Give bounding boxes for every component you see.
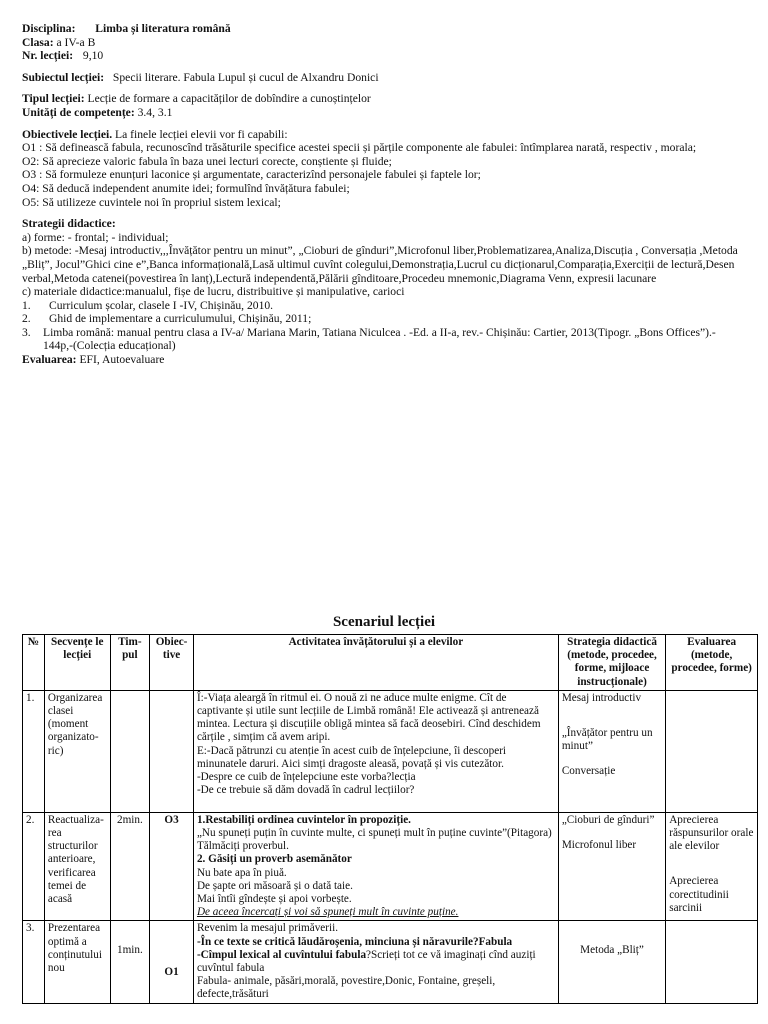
subject-line: [22, 71, 758, 85]
row-time: 2min.: [110, 812, 150, 921]
col-header-evaluation: Evaluarea (metode, procedee, forme): [666, 635, 758, 691]
row-activity: [193, 812, 558, 921]
reference-number: 2.: [22, 312, 31, 326]
activity-paragraph: Fabula- animale, păsări,morală, povestire,Donic, Fontaine, greșeli, defecte,trăsături: [196, 975, 496, 1001]
col-header-strategy: Strategia didactică (metode, procedee, forme, mijloace instrucționale): [558, 635, 665, 691]
time-value: 1min.: [116, 944, 143, 957]
competences-label: Unități de competențe:: [22, 105, 135, 119]
activity-paragraph: Nu bate apa în piuă.: [196, 866, 287, 879]
row-sequence: Reactualiza-rea structurilor anterioare, verificarea temei de acasă: [44, 812, 110, 921]
activity-paragraph: Revenim la mesajul primăverii.: [196, 922, 338, 935]
lesson-number-line: [22, 49, 758, 63]
activity-paragraph: -De ce trebuie să dăm dovadă în cadrul lecțiilor?: [196, 784, 415, 797]
activity-paragraph: Î:-Viața aleargă în ritmul ei. O nouă zi ne aduce multe enigme. Cît de captivante și utile sunt lecțiile de Limbă română! Ele activează și antrenează mintea. Lectura și discuțiile obligă mintea să facă deosebiri. Cînd deschidem cărțile , simțim că avem aripi.: [196, 691, 541, 744]
row-sequence: Organizarea clasei (moment organizato-ric): [44, 690, 110, 812]
reference-text: Curriculum școlar, clasele I -IV, Chișinău, 2010.: [49, 298, 274, 312]
table-row: [23, 690, 758, 812]
col-header-objectives: Obiec-tive: [150, 635, 194, 691]
objective-value: O1: [164, 966, 179, 979]
reference-number: 3.: [22, 325, 31, 339]
strategies-forms: a) forme: - frontal; - individual;: [22, 230, 169, 244]
row-number: 3.: [23, 921, 45, 1003]
row-objective: [150, 921, 194, 1003]
subject-label: Subiectul lecției:: [22, 70, 105, 84]
lesson-type-line: [22, 92, 758, 106]
activity-heading: 1.Restabiliți ordinea cuvintelor în propoziție.: [196, 813, 411, 826]
row-activity: [193, 690, 558, 812]
col-header-time: Tim-pul: [110, 635, 150, 691]
activity-paragraph: -Despre ce cuib de înțelepciune este vorba?lecția: [196, 771, 416, 784]
reference-number: 1.: [22, 298, 31, 312]
table-row: [23, 921, 758, 1003]
strategies-label: Strategii didactice:: [22, 217, 116, 231]
objective-item: O1 : Să definească fabula, recunoscînd trăsăturile specifice acestei specii și părțile componente ale fabulei: întîmplarea narată, respectiv , morala;: [22, 141, 697, 155]
lesson-scenario-table: [22, 634, 758, 1004]
lesson-type-label: Tipul lecției:: [22, 92, 85, 106]
strategy-item: Microfonul liber: [561, 839, 637, 852]
strategy-item: „Învățător pentru un minut”: [561, 727, 653, 753]
scenario-title: Scenariul lecției: [332, 614, 436, 630]
strategy-item: Metoda „Bliț”: [580, 944, 644, 957]
table-row: [23, 812, 758, 921]
activity-heading: -Cîmpul lexical al cuvîntului fabula: [196, 948, 367, 961]
strategies-methods: b) metode: -Mesaj introductiv,,,Învățător pentru un minut”, „Cioburi de gînduri”,Microfonul liber,Problematizarea,Analiza,Discuția , Conversația ,Metoda „Bliț”, Jocul”Ghici cine e”,Banca informațională,Lasă ultimul cuvînt colegului,Demonstrația,Lucrul cu dicționarul,Comparația,Exerciții de lectură,Desen verbal,Metoda catenei(povestirea în lanț),Lectură independentă,Pălării gînditoare,Procedeu mnemonic,Diagrama Venn, expresii lacunare: [22, 244, 738, 285]
lesson-number-label: Nr. lecției:: [22, 49, 74, 63]
strategies-materials: c) materiale didactice:manualul, fișe de lucru, distribuitive și manipulative, carioci: [22, 285, 405, 299]
evaluation-item: Aprecierea corectitudinii sarcinii: [669, 875, 729, 914]
row-objective: [150, 690, 194, 812]
objective-item: O2: Să aprecieze valoric fabula în baza unei lecturi corecte, conștiente și fluide;: [22, 154, 392, 168]
activity-paragraph: „Nu spuneți puțin în cuvinte multe, ci spuneți mult în puține cuvinte”(Pitagora): [196, 827, 552, 840]
objective-item: O3 : Să formuleze enunțuri laconice și argumentate, caracterizînd personajele fabulei și faptele lor;: [22, 168, 481, 182]
row-time: [110, 921, 150, 1003]
reference-item: [22, 299, 758, 313]
reference-item: [22, 326, 746, 353]
objectives-heading: [22, 128, 758, 142]
competences-line: [22, 106, 758, 120]
objective-item: O5: Să utilizeze cuvintele noi în propriul sistem lexical;: [22, 195, 281, 209]
activity-paragraph: E:-Dacă pătrunzi cu atenție în acest cuib de înțelepciune, îi descoperi minunatele daruri. Aici simți dragoste aleasă, povață și vis cutezător.: [196, 744, 507, 770]
row-number: 1.: [23, 690, 45, 812]
objective-item: O4: Să deducă independent anumite idei; formulînd învățătura fabulei;: [22, 181, 350, 195]
col-header-sequences: Secvențe le lecției: [44, 635, 110, 691]
evaluation-value: EFI, Autoevaluare: [79, 353, 165, 367]
row-time: [110, 690, 150, 812]
row-evaluation: [666, 921, 758, 1003]
activity-paragraph: ?Scrieți tot ce vă imaginați cînd auziți cuvîntul fabula: [196, 948, 536, 975]
col-header-number: №: [23, 635, 45, 691]
activity-conclusion: De aceea încercați și voi să spuneți mult în cuvinte puține.: [196, 906, 459, 919]
strategy-item: „Cioburi de gînduri”: [561, 813, 655, 826]
strategy-item: Mesaj introductiv: [561, 691, 642, 704]
row-strategy: [558, 690, 665, 812]
objectives-intro: La finele lecției elevii vor fi capabili:: [115, 127, 288, 141]
lesson-number-value: 9,10: [82, 49, 104, 63]
class-label: Clasa:: [22, 35, 54, 49]
discipline-value: Limba și literatura română: [95, 22, 231, 35]
lesson-plan-header: [22, 22, 758, 367]
activity-paragraph: Mai întîi gîndește și apoi vorbește.: [196, 893, 352, 906]
col-header-activity: Activitatea învățătorului și a elevilor: [193, 635, 558, 691]
strategy-item: Conversație: [561, 765, 616, 778]
row-strategy: [558, 921, 665, 1003]
activity-paragraph: De șapte ori măsoară și o dată taie.: [196, 879, 353, 892]
reference-text: Limba română: manual pentru clasa a IV-a/ Mariana Marin, Tatiana Niculcea . -Ed. a II-a, rev.- Chișinău: Cartier, 2013(Tipogr. „Bons Offices”).- 144p,-(Colecția educațional): [43, 325, 716, 353]
activity-heading: -În ce texte se critică lăudăroșenia, minciuna și năravurile?Fabula: [196, 935, 513, 948]
row-evaluation: [666, 690, 758, 812]
discipline-label: Disciplina:: [22, 22, 76, 35]
discipline-line: [22, 22, 758, 36]
reference-item: [22, 312, 758, 326]
reference-text: Ghid de implementare a curriculumului, Chișinău, 2011;: [49, 312, 312, 326]
lesson-type-value: Lecție de formare a capacităților de dobîndire a cunoștințelor: [87, 92, 371, 106]
evaluation-line: [22, 353, 758, 367]
row-strategy: [558, 812, 665, 921]
row-objective: O3: [150, 812, 194, 921]
activity-heading: 2. Găsiți un proverb asemănător: [196, 853, 352, 866]
competences-value: 3.4, 3.1: [137, 105, 173, 119]
class-value: a IV-a B: [56, 35, 96, 49]
row-evaluation: [666, 812, 758, 921]
activity-paragraph: Tălmăciți proverbul.: [196, 840, 289, 853]
row-sequence: Prezentarea optimă a conținutului nou: [44, 921, 110, 1003]
subject-value: Specii literare. Fabula Lupul și cucul de Alxandru Donici: [112, 70, 379, 84]
row-activity: [193, 921, 558, 1003]
evaluation-item: Aprecierea răspunsurilor orale ale elevilor: [669, 813, 754, 853]
class-line: [22, 36, 758, 50]
table-header-row: [23, 635, 758, 691]
row-number: 2.: [23, 812, 45, 921]
evaluation-label: Evaluarea:: [22, 353, 77, 367]
objectives-label: Obiectivele lecției.: [22, 127, 113, 141]
